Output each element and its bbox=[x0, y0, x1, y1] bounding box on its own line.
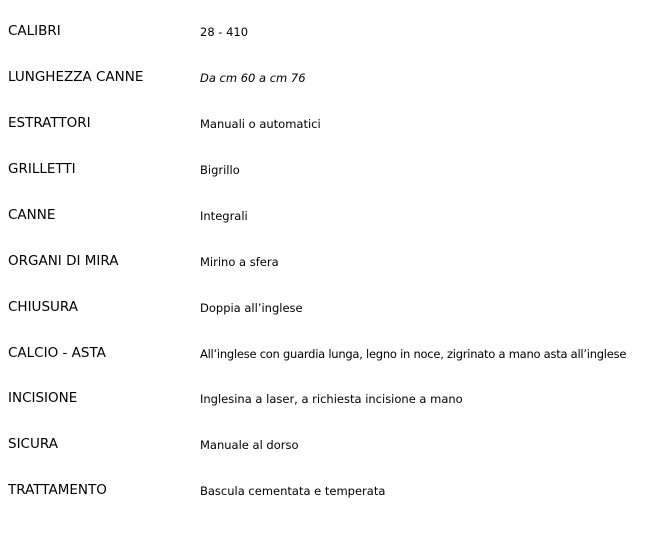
spec-label: ESTRATTORI bbox=[8, 115, 91, 131]
spec-row-estrattori bbox=[0, 114, 670, 134]
spec-row-calcio-asta bbox=[0, 344, 670, 364]
spec-value: All’inglese con guardia lunga, legno in noce, zigrinato a mano asta all’inglese bbox=[200, 347, 627, 361]
spec-row-trattamento bbox=[0, 481, 670, 501]
spec-value: Manuali o automatici bbox=[200, 117, 321, 131]
spec-label: CALCIO - ASTA bbox=[8, 345, 106, 361]
spec-value: Inglesina a laser, a richiesta incisione a mano bbox=[200, 392, 463, 406]
spec-label: SICURA bbox=[8, 436, 58, 452]
spec-label: LUNGHEZZA CANNE bbox=[8, 69, 144, 85]
spec-value: Bascula cementata e temperata bbox=[200, 484, 386, 498]
spec-value: 28 - 410 bbox=[200, 25, 249, 39]
spec-value: Bigrillo bbox=[200, 163, 240, 177]
spec-row-incisione bbox=[0, 389, 670, 409]
spec-label: ORGANI DI MIRA bbox=[8, 253, 119, 269]
spec-row-canne bbox=[0, 206, 670, 226]
spec-row-grilletti bbox=[0, 160, 670, 180]
spec-value: Mirino a sfera bbox=[200, 255, 279, 269]
spec-value: Da cm 60 a cm 76 bbox=[200, 71, 306, 85]
spec-row-lunghezza-canne bbox=[0, 68, 670, 88]
spec-row-sicura bbox=[0, 435, 670, 455]
spec-label: GRILLETTI bbox=[8, 161, 76, 177]
spec-label: INCISIONE bbox=[8, 390, 78, 406]
spec-label: CANNE bbox=[8, 207, 56, 223]
spec-value: Doppia all’inglese bbox=[200, 301, 303, 315]
spec-label: CALIBRI bbox=[8, 23, 61, 39]
spec-row-calibri bbox=[0, 22, 670, 42]
spec-label: TRATTAMENTO bbox=[8, 482, 107, 498]
spec-label: CHIUSURA bbox=[8, 299, 78, 315]
spec-value: Manuale al dorso bbox=[200, 438, 299, 452]
spec-row-chiusura bbox=[0, 298, 670, 318]
spec-value: Integrali bbox=[200, 209, 248, 223]
spec-row-organi-di-mira bbox=[0, 252, 670, 272]
